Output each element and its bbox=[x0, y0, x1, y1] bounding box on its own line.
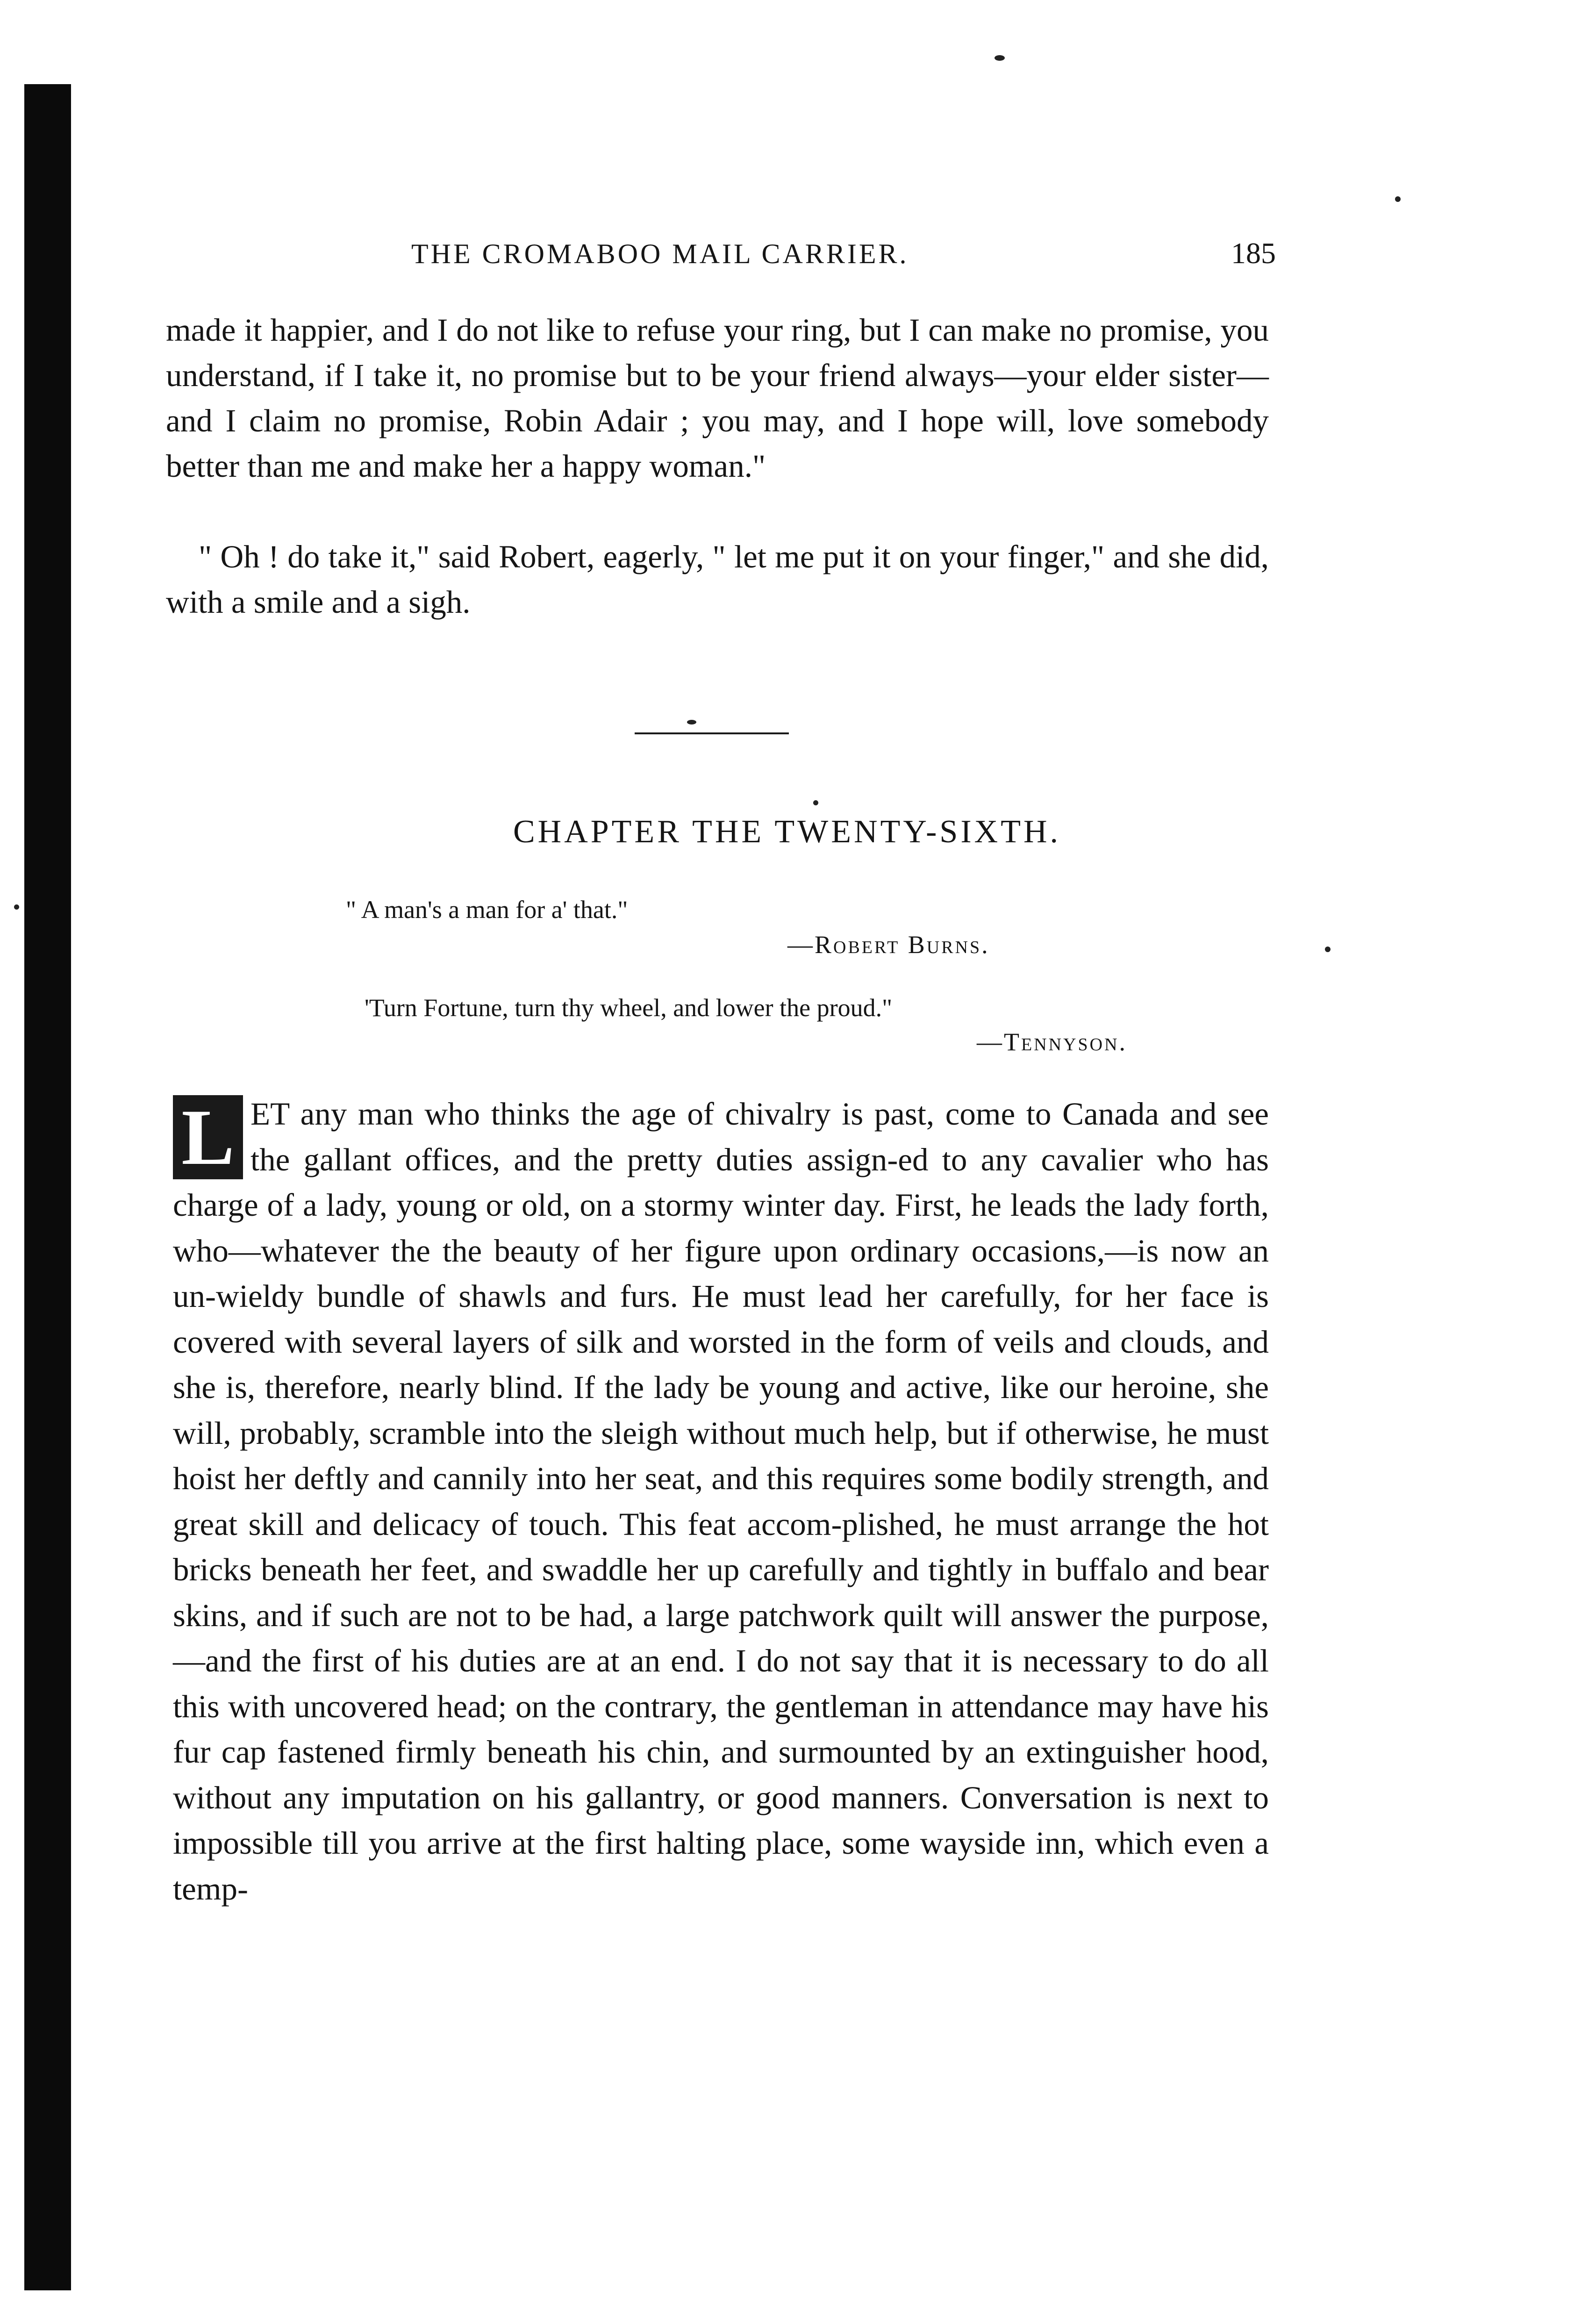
chapter-body bbox=[173, 1091, 1269, 1912]
scan-speck bbox=[1395, 196, 1401, 202]
page-number: 185 bbox=[1231, 237, 1276, 270]
page-header bbox=[411, 236, 1276, 271]
scan-speck bbox=[994, 55, 1005, 61]
epigraph-quote: 'Turn Fortune, turn thy wheel, and lower the proud." bbox=[365, 994, 893, 1022]
paragraph-continued: made it happier, and I do not like to refuse your ring, but I can make no promise, you understand, if I take it, no promise but to be your friend always—your elder sister—and I claim no promise, Robin Adair ; you may, and I hope will, love somebody better than me and make her a happy woman." bbox=[166, 312, 1269, 484]
scan-speck bbox=[687, 720, 696, 724]
section-divider bbox=[635, 732, 789, 734]
epigraph-attribution: —Tennyson. bbox=[977, 1028, 1128, 1056]
drop-cap: L bbox=[173, 1095, 243, 1179]
scan-speck bbox=[1325, 947, 1331, 952]
scan-speck bbox=[14, 904, 19, 910]
page-binding-shadow bbox=[24, 84, 71, 2290]
chapter-title: CHAPTER THE TWENTY-SIXTH. bbox=[513, 814, 1061, 850]
scan-speck bbox=[813, 800, 818, 805]
epigraph-attribution: —Robert Burns. bbox=[787, 931, 990, 959]
epigraph-quote: " A man's a man for a' that." bbox=[346, 896, 628, 924]
chapter-body-text: ET any man who thinks the age of chivalry is past, come to Canada and see the gallant offices, and the pretty duties assign-ed to any cavalier who has charge of a lady, young or old, on a stormy winter day. First, he leads the lady forth, who—whatever the the beauty of her figure upon ordinary occasions,—is now an un-wieldy bundle of shawls and furs. He must lead her carefully, for her face is covered with several layers of silk and worsted in the form of veils and clouds, and she is, therefore, nearly blind. If the lady be young and active, like our heroine, she will, probably, scramble into the sleigh without much help, but if otherwise, he must hoist her deftly and cannily into her seat, and this requires some bodily strength, and great skill and delicacy of touch. This feat accom-plished, he must arrange the hot bricks beneath her feet, and swaddle her up carefully and tightly in buffalo and bear skins, and if such are not to be had, a large patchwork quilt will answer the purpose,—and the first of his duties are at an end. I do not say that it is necessary to do all this with uncovered head; on the contrary, the gentleman in attendance may have his fur cap fastened firmly beneath his chin, and surmounted by an extinguisher hood, without any imputation on his gallantry, or good manners. Conversation is next to impossible till you arrive at the first halting place, some wayside inn, which even a temp- bbox=[173, 1096, 1269, 1907]
paragraph-dialogue: " Oh ! do take it," said Robert, eagerly, " let me put it on your finger," and she did, with a smile and a sigh. bbox=[166, 539, 1269, 620]
running-title: THE CROMABOO MAIL CARRIER. bbox=[411, 238, 909, 269]
